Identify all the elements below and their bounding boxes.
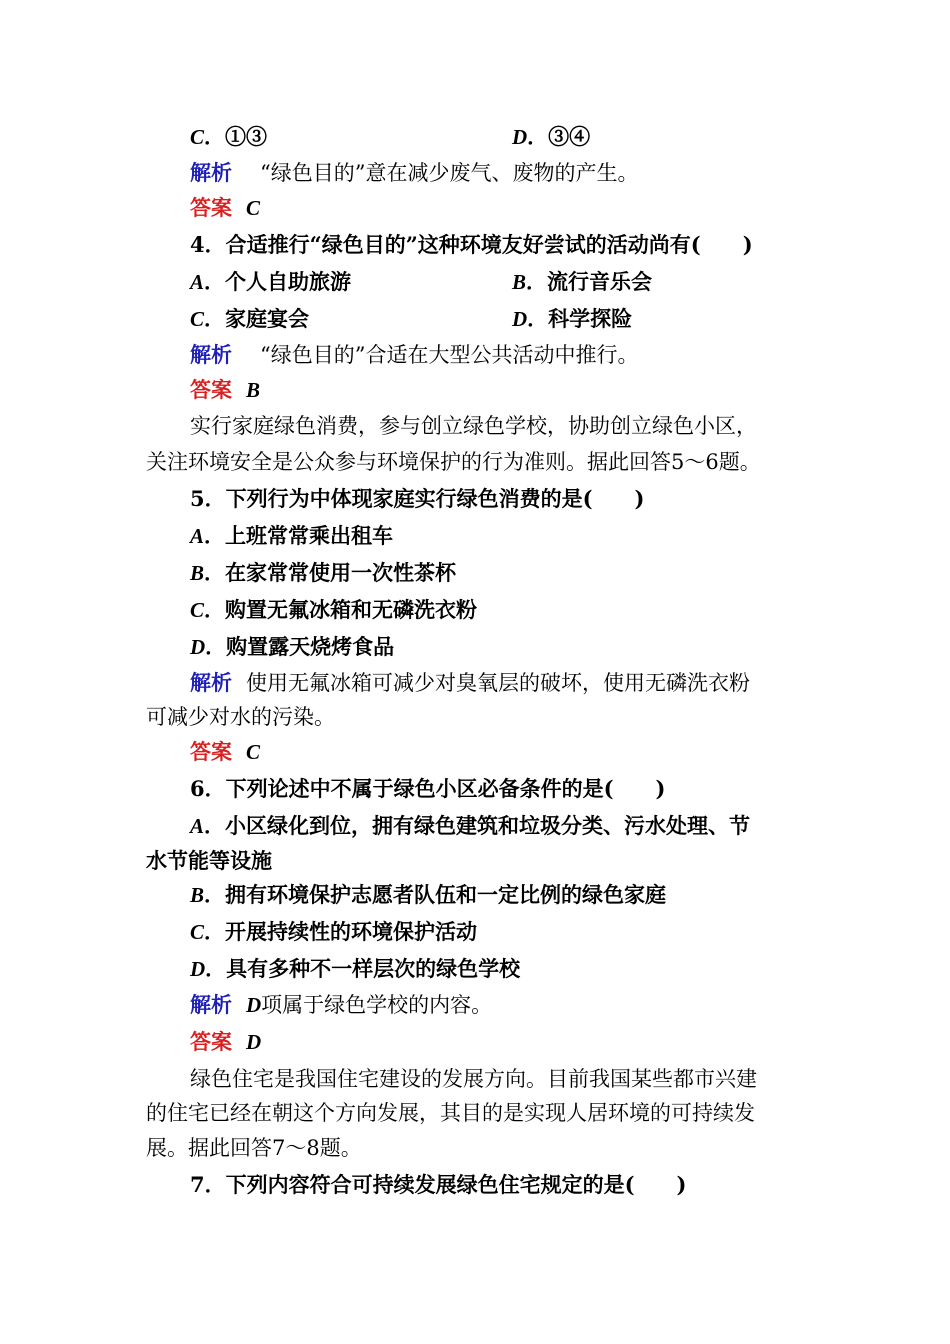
q6-option-d-text: ．具有多种不一样层次的绿色学校 bbox=[205, 956, 521, 981]
q4-option-d bbox=[512, 304, 632, 334]
q6-option-c bbox=[190, 917, 477, 947]
q4-option-d-label: D bbox=[512, 307, 528, 331]
passage2-line2: 的住宅已经在朝这个方向发展，其目的是实现人居环境的可持续发 bbox=[146, 1101, 755, 1125]
q4-option-c bbox=[190, 304, 309, 334]
passage1-line2: 关注环境安全是公众参与环境保护的行为准则。据此回答5～6题。 bbox=[146, 450, 761, 474]
q6-option-a-label: A bbox=[190, 814, 205, 838]
q5-option-c-text: ．购置无氟冰箱和无磷洗衣粉 bbox=[204, 597, 478, 622]
q5-option-c bbox=[190, 595, 477, 625]
q4-option-a bbox=[190, 267, 351, 297]
q3-answer-label: 答案 bbox=[190, 195, 232, 220]
q7-stem-number: 7． bbox=[190, 1172, 226, 1197]
q6-analysis bbox=[190, 990, 492, 1020]
q7-stem-text: 下列内容符合可持续发展绿色住宅规定的是( ) bbox=[225, 1172, 687, 1197]
q3-analysis-label: 解析 bbox=[190, 160, 232, 185]
q5-option-d-label: D bbox=[190, 635, 206, 659]
q6-option-b bbox=[190, 880, 666, 910]
q6-answer bbox=[190, 1027, 261, 1057]
q4-analysis-text: “绿色目的”合适在大型公共活动中推行。 bbox=[260, 343, 639, 367]
q6-answer-value: D bbox=[246, 1030, 262, 1054]
q5-answer-label: 答案 bbox=[190, 739, 232, 764]
q6-answer-label: 答案 bbox=[190, 1029, 232, 1054]
q5-option-b-text: ．在家常常使用一次性茶杯 bbox=[204, 560, 457, 585]
q5-stem-text: 下列行为中体现家庭实行绿色消费的是( ) bbox=[225, 486, 645, 511]
q3-answer-value: C bbox=[246, 196, 261, 220]
q6-analysis-letter: D bbox=[246, 993, 262, 1017]
q5-option-d bbox=[190, 632, 394, 662]
q6-stem bbox=[190, 774, 666, 804]
q6-analysis-label: 解析 bbox=[190, 992, 232, 1017]
passage2-line1: 绿色住宅是我国住宅建设的发展方向。目前我国某些都市兴建 bbox=[190, 1067, 757, 1091]
q3-analysis-text: “绿色目的”意在减少废气、废物的产生。 bbox=[260, 161, 639, 185]
q5-answer-value: C bbox=[246, 740, 261, 764]
q7-stem bbox=[190, 1170, 687, 1200]
q6-option-a-text-1: ．小区绿化到位，拥有绿色建筑和垃圾分类、污水处理、节 bbox=[204, 813, 751, 838]
q6-option-d bbox=[190, 954, 520, 984]
q6-analysis-text: 项属于绿色学校的内容。 bbox=[261, 993, 493, 1017]
q3-option-d-label: D bbox=[512, 125, 528, 149]
q5-stem bbox=[190, 484, 645, 514]
q4-answer-value: B bbox=[246, 378, 261, 402]
q6-option-b-text: ．拥有环境保护志愿者队伍和一定比例的绿色家庭 bbox=[204, 882, 667, 907]
q4-option-a-label: A bbox=[190, 270, 205, 294]
passage2-line3: 展。据此回答7～8题。 bbox=[146, 1136, 362, 1160]
q5-option-b-label: B bbox=[190, 561, 205, 585]
q5-analysis-text-1: 使用无氟冰箱可减少对臭氧层的破坏，使用无磷洗衣粉 bbox=[246, 671, 750, 695]
q5-option-a bbox=[190, 521, 393, 551]
q5-option-d-text: ．购置露天烧烤食品 bbox=[205, 634, 395, 659]
q6-option-c-text: ．开展持续性的环境保护活动 bbox=[204, 919, 478, 944]
q5-option-c-label: C bbox=[190, 598, 205, 622]
q3-option-c-text: ．①③ bbox=[204, 124, 268, 149]
q6-option-b-label: B bbox=[190, 883, 205, 907]
q5-analysis-label: 解析 bbox=[190, 670, 232, 695]
q3-option-d bbox=[512, 122, 590, 152]
q4-option-a-text: ．个人自助旅游 bbox=[204, 269, 352, 294]
q6-stem-text: 下列论述中不属于绿色小区必备条件的是( ) bbox=[225, 776, 666, 801]
q3-option-c-label: C bbox=[190, 125, 205, 149]
q5-analysis-line1 bbox=[190, 668, 750, 698]
q4-option-b-label: B bbox=[512, 270, 527, 294]
q4-option-d-text: ．科学探险 bbox=[527, 306, 633, 331]
q6-option-a-line2: 水节能等设施 bbox=[146, 848, 272, 873]
q5-stem-number: 5． bbox=[190, 486, 226, 511]
q3-analysis bbox=[190, 158, 638, 188]
q5-answer bbox=[190, 737, 260, 767]
q4-answer bbox=[190, 375, 260, 405]
q6-option-a-line1 bbox=[190, 811, 750, 841]
q4-analysis-label: 解析 bbox=[190, 342, 232, 367]
q6-option-d-label: D bbox=[190, 957, 206, 981]
q6-stem-number: 6． bbox=[190, 776, 226, 801]
q5-option-a-label: A bbox=[190, 524, 205, 548]
q3-option-d-text: ．③④ bbox=[527, 124, 591, 149]
q5-option-a-text: ．上班常常乘出租车 bbox=[204, 523, 394, 548]
q4-stem-number: 4． bbox=[190, 232, 226, 257]
q4-answer-label: 答案 bbox=[190, 377, 232, 402]
q4-stem bbox=[190, 230, 753, 260]
q4-analysis bbox=[190, 340, 638, 370]
passage1-line1: 实行家庭绿色消费，参与创立绿色学校，协助创立绿色小区， bbox=[190, 414, 757, 438]
q4-option-b bbox=[512, 267, 652, 297]
q3-option-c bbox=[190, 122, 267, 152]
q5-analysis-line2: 可减少对水的污染。 bbox=[146, 705, 335, 729]
q5-option-b bbox=[190, 558, 456, 588]
q4-stem-text: 合适推行“绿色目的”这种环境友好尝试的活动尚有( ) bbox=[225, 232, 753, 257]
q6-option-c-label: C bbox=[190, 920, 205, 944]
q4-option-c-label: C bbox=[190, 307, 205, 331]
q4-option-c-text: ．家庭宴会 bbox=[204, 306, 310, 331]
q4-option-b-text: ．流行音乐会 bbox=[526, 269, 653, 294]
q3-answer bbox=[190, 193, 260, 223]
